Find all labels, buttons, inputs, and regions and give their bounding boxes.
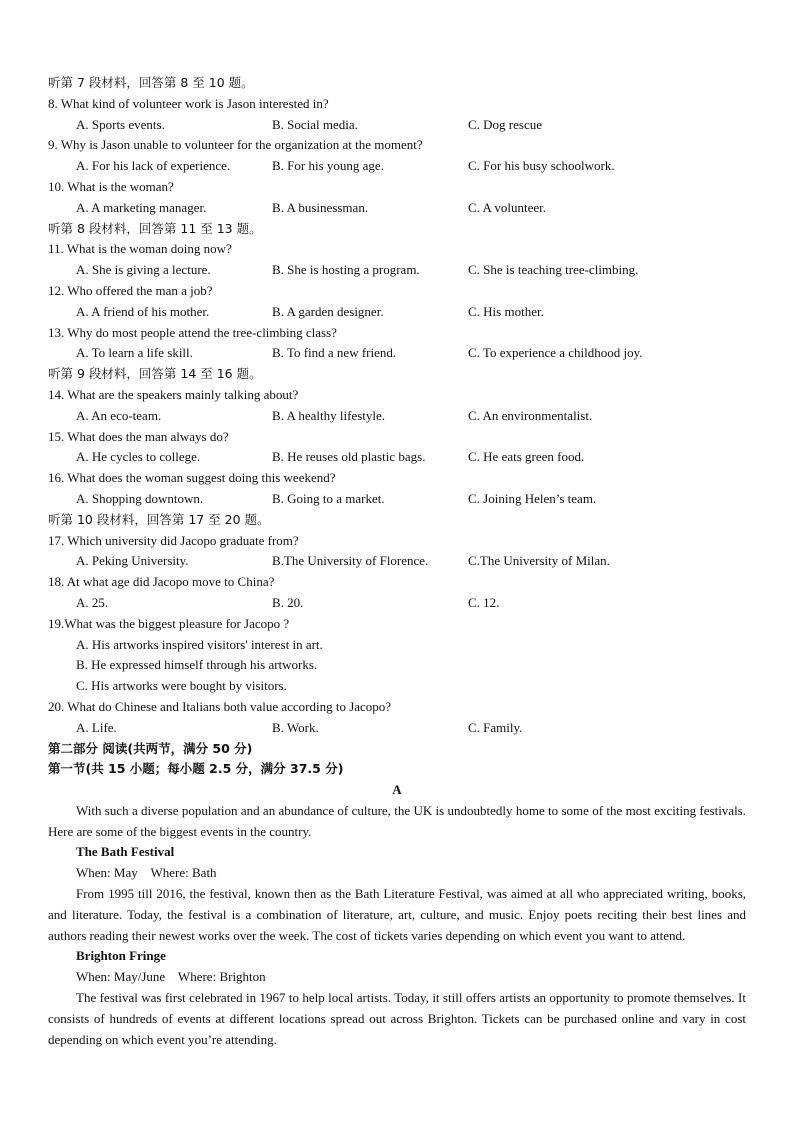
options-row [48,551,746,572]
option-a: A. He cycles to college. [76,449,201,465]
option-b: B. He reuses old plastic bags. [272,449,426,465]
question-stem: 9. Why is Jason unable to volunteer for the organization at the moment? [48,137,423,153]
options-row [48,198,746,219]
option-c: C. He eats green food. [468,449,585,465]
question-stem: 11. What is the woman doing now? [48,241,232,257]
option-c: C. His artworks were bought by visitors. [76,678,287,694]
section-instruction: 听第 8 段材料，回答第 11 至 13 题。 [48,220,262,236]
option-c: C. Dog rescue [468,116,543,132]
options-row [48,718,746,739]
option-b: B. Going to a market. [272,490,385,506]
option-a: A. A marketing manager. [76,199,207,215]
option-c: C. Family. [468,719,523,735]
festival-description: The festival was first celebrated in 1967 to help local artists. Today, it still offers artists an opportunity to promote themselves. It consists of hundreds of events at different locations spread out across Brighton. Tickets can be purchased online and vary in cost depending on which event you’re attending. [48,990,746,1047]
option-c: C. An environmentalist. [468,407,593,423]
question-stem: 8. What kind of volunteer work is Jason interested in? [48,95,329,111]
option-c: C. Joining Helen’s team. [468,490,597,506]
option-a: A. 25. [76,594,109,610]
question-stem: 18. At what age did Jacopo move to China? [48,574,275,590]
option-a: A. An eco-team. [76,407,162,423]
options-row [48,343,746,364]
option-b: B. 20. [272,594,304,610]
festival-title: The Bath Festival [76,844,175,860]
option-b: B. He expressed himself through his artworks. [76,657,318,673]
question-stem: 17. Which university did Jacopo graduate from? [48,532,299,548]
options-row [48,302,746,323]
festival-title: Brighton Fringe [76,948,166,964]
option-a: A. For his lack of experience. [76,158,231,174]
options-row [48,260,746,281]
question-stem: 19.What was the biggest pleasure for Jacopo ? [48,615,290,631]
option-a: A. Sports events. [76,116,165,132]
option-b: B. A businessman. [272,199,369,215]
passage-letter: A [392,782,402,798]
options-row [48,156,746,177]
option-a: A. Life. [76,719,117,735]
passage-intro: With such a diverse population and an abundance of culture, the UK is undoubtedly home to some of the most exciting festivals. Here are some of the biggest events in the country. [48,802,746,839]
option-c: C. To experience a childhood joy. [468,345,643,361]
option-a: A. To learn a life skill. [76,345,193,361]
section-instruction: 听第 7 段材料，回答第 8 至 10 题。 [48,75,254,90]
section-instruction: 听第 9 段材料，回答第 14 至 16 题。 [48,366,262,382]
options-row [48,115,746,136]
option-c: C. 12. [468,594,500,610]
festival-description: From 1995 till 2016, the festival, known then as the Bath Literature Festival, was aimed at all who appreciated writing, books, and literature. Today, the festival is a combination of literature, art, culture, and music. Enjoy poets reciting their best lines and authors reading their newest works over the week. The cost of tickets varies depending on which event you want to attend. [48,886,746,943]
part-heading: 第二部分 阅读(共两节，满分 50 分) [48,740,253,756]
option-c: C. She is teaching tree-climbing. [468,262,639,278]
options-row [48,447,746,468]
festival-when-where: When: May Where: Bath [76,865,217,881]
option-a: A. A friend of his mother. [76,303,210,319]
section-instruction: 听第 10 段材料，回答第 17 至 20 题。 [48,511,270,527]
options-row [48,406,746,427]
question-stem: 20. What do Chinese and Italians both value according to Jacopo? [48,698,392,714]
festival-when-where: When: May/June Where: Brighton [76,969,266,985]
option-a: A. His artworks inspired visitors' interest in art. [76,636,323,652]
option-b: B. She is hosting a program. [272,262,420,278]
option-a: A. Shopping downtown. [76,490,204,506]
options-row [48,593,746,614]
question-stem: 13. Why do most people attend the tree-climbing class? [48,324,337,340]
question-stem: 12. Who offered the man a job? [48,282,213,298]
option-b: B. To find a new friend. [272,345,397,361]
option-b: B. A healthy lifestyle. [272,407,386,423]
option-c: C. His mother. [468,303,544,319]
question-stem: 10. What is the woman? [48,178,174,194]
option-c: C. For his busy schoolwork. [468,158,615,174]
options-row [48,489,746,510]
option-b: B. A garden designer. [272,303,384,319]
option-c: C. A volunteer. [468,199,546,215]
question-stem: 15. What does the man always do? [48,428,229,444]
option-b: B. Social media. [272,116,358,132]
option-b: B. Work. [272,719,319,735]
option-a: A. Peking University. [76,553,189,569]
option-a: A. She is giving a lecture. [76,262,211,278]
option-c: C.The University of Milan. [468,553,610,569]
question-stem: 14. What are the speakers mainly talking about? [48,386,299,402]
option-b: B. For his young age. [272,158,384,174]
exam-page [48,73,746,1050]
option-b: B.The University of Florence. [272,553,429,569]
section-heading: 第一节(共 15 小题；每小题 2.5 分，满分 37.5 分) [48,761,344,777]
question-stem: 16. What does the woman suggest doing this weekend? [48,470,336,486]
